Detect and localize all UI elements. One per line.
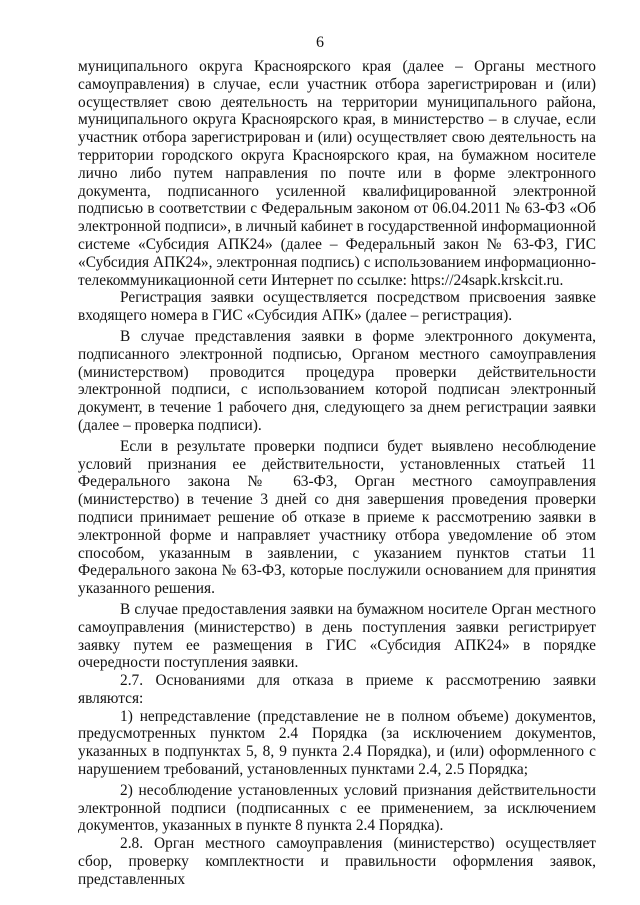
- paragraph-signature-failure: Если в результате проверки подписи будет выявлено несоблюдение условий признания ее действительности, установленных статьей 11 Федерального закона № 63-ФЗ, Орган местного самоуправления (министерство) в течение 3 дней со дня завершения проведения проверки подписи принимает решение об отказе в приеме к рассмотрению заявки в электронной форме и направляет участнику отбора уведомление об этом способом, указанным в заявлении, с указанием пунктов статьи 11 Федерального закона № 63-ФЗ, которые послужили основанием для принятия указанного решения.: [78, 437, 596, 598]
- paragraph-2-7-item-1: 1) непредставление (представление не в полном объеме) документов, предусмотренных пунктом 2.4 Порядка (за исключением документов, указанных в подпунктах 5, 8, 9 пункта 2.4 Порядка), и (или) оформленного с нарушением требований, установленных пунктами 2.4, 2.5 Порядка;: [78, 707, 596, 779]
- paragraph-registration: Регистрация заявки осуществляется посредством присвоения заявке входящего номера в ГИС «Субсидия АПК» (далее – регистрация).: [78, 289, 596, 325]
- paragraph-paper-submission: В случае предоставления заявки на бумажном носителе Орган местного самоуправления (министерство) в день поступления заявки регистрирует заявку путем ее размещения в ГИС «Субсидия АПК24» в порядке очередности поступления заявки.: [78, 600, 596, 672]
- paragraph-2-8: 2.8. Орган местного самоуправления (министерство) осуществляет сбор, проверку комплектности и правильности оформления заявок, представленных: [78, 835, 596, 888]
- page-number: 6: [316, 34, 324, 51]
- paragraph-continuation: муниципального округа Красноярского края (далее – Органы местного самоуправления) в случае, если участник отбора зарегистрирован и (или) осуществляет свою деятельность на территории муниципального района, муниципального округа Красноярского края, в министерство – в случае, если участник отбора зарегистрирован и (или) осуществляет свою деятельность на территории городского округа Красноярского края, на бумажном носителе лично либо путем направления по почте или в форме электронного документа, подписанного усиленной квалифицированной электронной подписью в соответствии с Федеральным законом от 06.04.2011 № 63-ФЗ «Об электронной подписи», в личный кабинет в государственной информационной системе «Субсидия АПК24» (далее – Федеральный закон № 63-ФЗ, ГИС «Субсидия АПК24», электронная подпись) с использованием информационно-телекоммуникационной сети Интернет по ссылке: https://24sapk.krskcit.ru.: [78, 58, 596, 289]
- paragraph-2-7-heading: 2.7. Основаниями для отказа в приеме к рассмотрению заявки являются:: [78, 672, 596, 707]
- paragraph-2-7-item-2: 2) несоблюдение установленных условий признания действительности электронной подписи (подписанных с ее применением, за исключением документов, указанных в пункте 8 пункта 2.4 Порядка).: [78, 781, 596, 835]
- document-body: [78, 58, 596, 889]
- paragraph-signature-check: В случае представления заявки в форме электронного документа, подписанного электронной подписью, Органом местного самоуправления (министерством) проводится процедура проверки действительности электронной подписи, с использованием которой подписан электронный документ, в течение 1 рабочего дня, следующего за днем регистрации заявки (далее – проверка подписи).: [78, 327, 596, 434]
